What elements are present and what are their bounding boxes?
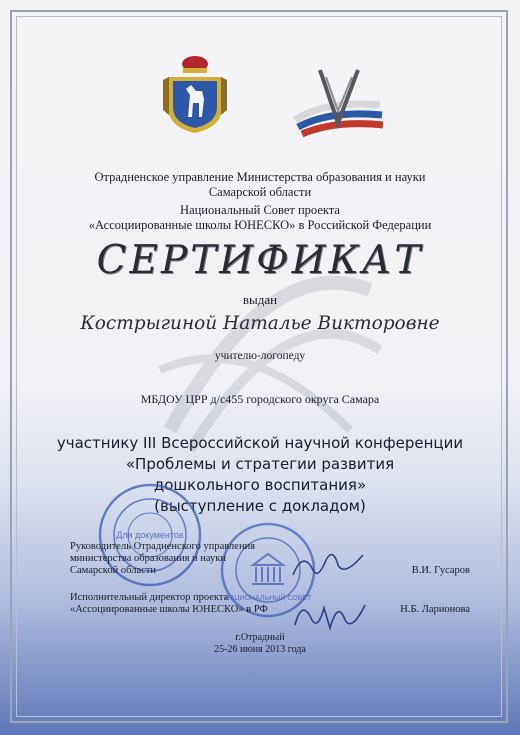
samara-coat-of-arms-icon bbox=[160, 55, 230, 135]
signature-title-line-2: министерства образования и науки bbox=[70, 553, 226, 564]
participation-line-2: «Проблемы и стратегии развития bbox=[125, 455, 395, 473]
signature-title-line-2: «Ассоциированные школы ЮНЕСКО» в РФ bbox=[70, 604, 268, 615]
participation-line-1: участнику III Всероссийской научной конференции bbox=[56, 434, 464, 452]
ministry-heading bbox=[40, 170, 480, 200]
unesco-schools-logo-icon bbox=[290, 65, 385, 140]
recipient-position: учителю-логопеду bbox=[214, 350, 306, 362]
stamp-left-text: Для документов bbox=[116, 530, 184, 540]
certificate-title: СЕРТИФИКАТ bbox=[96, 238, 424, 283]
signatory-name: Н.Б. Ларионова bbox=[400, 604, 470, 615]
signature-title-line-1: Руководитель Отрадненского управления bbox=[70, 541, 256, 552]
participation-line-4: (выступление с докладом) bbox=[154, 497, 366, 515]
recipient-organization: МБДОУ ЦРР д/с455 городского округа Самара bbox=[140, 392, 380, 406]
participation-line-3: дошкольного воспитания» bbox=[153, 476, 367, 494]
ministry-line-1: Отрадненское управление Министерства образования и науки bbox=[94, 170, 426, 184]
council-heading bbox=[40, 203, 480, 233]
council-line-2: «Ассоциированные школы ЮНЕСКО» в Российской Федерации bbox=[88, 218, 432, 232]
date: 25-26 июня 2013 года bbox=[214, 644, 306, 655]
issued-text: выдан bbox=[242, 292, 278, 307]
signature-block-director bbox=[70, 592, 470, 616]
signatory-name: В.И. Гусаров bbox=[411, 565, 470, 576]
place: г.Отрадный bbox=[235, 632, 285, 643]
signature-block-head bbox=[70, 541, 470, 577]
signature-title-line-1: Исполнительный директор проекта bbox=[70, 592, 229, 603]
signature-title-line-3: Самарской области bbox=[70, 565, 156, 576]
stamp-right-text: НАЦИОНАЛЬНЫЙ СОВЕТ bbox=[224, 595, 312, 602]
ministry-line-2: Самарской области bbox=[208, 185, 312, 199]
place-and-date bbox=[40, 632, 480, 656]
council-line-1: Национальный Совет проекта bbox=[180, 203, 340, 217]
recipient-name: Кострыгиной Наталье Викторовне bbox=[80, 313, 440, 334]
